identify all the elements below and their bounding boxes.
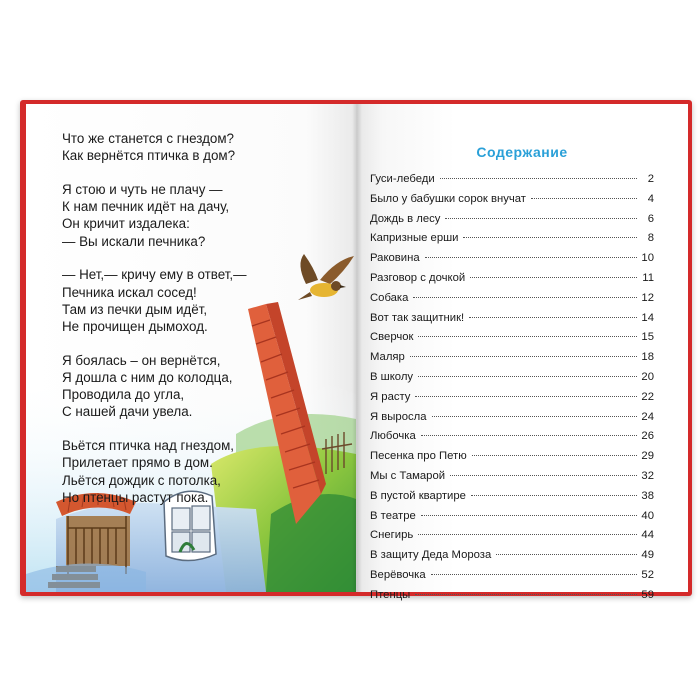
left-page xyxy=(26,104,356,592)
toc-item[interactable] xyxy=(370,229,654,249)
toc-item-label: Собака xyxy=(370,291,409,304)
toc-item-label: Раковина xyxy=(370,252,420,265)
stanza xyxy=(62,352,302,421)
toc-leader-dots xyxy=(463,237,637,238)
toc-item[interactable] xyxy=(370,507,654,527)
poem-line: Вьётся птичка над гнездом, xyxy=(62,438,235,454)
toc-item-label: Птенцы xyxy=(370,588,411,601)
stanza xyxy=(62,181,302,250)
poem-line: Как вернётся птичка в дом? xyxy=(62,148,236,164)
toc-item[interactable] xyxy=(370,487,654,507)
toc-leader-dots xyxy=(471,495,637,496)
poem-line: Я дошла с ним до колодца, xyxy=(62,370,233,386)
toc-item[interactable] xyxy=(370,546,654,566)
toc-item[interactable] xyxy=(370,427,654,447)
toc-leader-dots xyxy=(410,356,637,357)
toc-item-label: Разговор с дочкой xyxy=(370,271,466,284)
toc-item-label: Гуси-лебеди xyxy=(370,173,435,185)
toc-item-label: Мы с Тамарой xyxy=(370,469,446,482)
poem-line: Я стою и чуть не плачу — xyxy=(62,182,223,197)
poem-line: Не прочищен дымоход. xyxy=(62,319,208,335)
toc-item[interactable] xyxy=(370,249,654,269)
toc-item-page: 22 xyxy=(641,390,654,403)
toc-item-label: Было у бабушки сорок внучат xyxy=(370,192,526,205)
toc-item[interactable] xyxy=(370,447,654,467)
poem-line: С нашей дачи увела. xyxy=(62,404,193,420)
book-gutter xyxy=(352,104,362,592)
toc-leader-dots xyxy=(432,416,637,417)
toc-item[interactable] xyxy=(370,408,654,428)
toc-item-label: В защиту Деда Мороза xyxy=(370,549,492,562)
toc-item-page: 29 xyxy=(641,450,654,463)
poem-line: — Нет,— кричу ему в ответ,— xyxy=(62,267,247,283)
toc-leader-dots xyxy=(415,594,637,595)
poem-line: Он кричит издалека: xyxy=(62,216,190,232)
toc-item-label: Верёвочка xyxy=(370,568,426,581)
table-of-contents xyxy=(370,170,654,606)
toc-item-label: Песенка про Петю xyxy=(370,450,467,463)
toc-leader-dots xyxy=(421,515,637,516)
toc-item-label: Снегирь xyxy=(370,529,414,542)
toc-item-label: В пустой квартире xyxy=(370,489,466,502)
toc-item-page: 8 xyxy=(647,232,654,245)
toc-leader-dots xyxy=(425,257,637,258)
toc-leader-dots xyxy=(418,336,637,337)
toc-item[interactable] xyxy=(370,467,654,487)
toc-leader-dots xyxy=(415,396,637,397)
toc-item-page: 4 xyxy=(647,192,654,205)
toc-leader-dots xyxy=(418,376,637,377)
toc-leader-dots xyxy=(496,554,637,555)
poem-line: Я боялась – он вернётся, xyxy=(62,352,221,368)
toc-leader-dots xyxy=(450,475,637,476)
toc-item-page: 2 xyxy=(647,173,654,185)
toc-leader-dots xyxy=(440,178,637,179)
bird-icon xyxy=(298,254,354,300)
toc-leader-dots xyxy=(445,218,637,219)
poem-line: Печника искал сосед! xyxy=(62,284,197,300)
toc-item[interactable] xyxy=(370,586,654,606)
poem-line: — Вы искали печника? xyxy=(62,233,206,249)
toc-leader-dots xyxy=(531,198,637,199)
toc-item-page: 11 xyxy=(642,271,654,284)
toc-item-label: Дождь в лесу xyxy=(370,212,441,225)
toc-item-page: 52 xyxy=(641,568,654,581)
toc-item-label: В школу xyxy=(370,370,414,383)
poem-line: Льётся дождик с потолка, xyxy=(62,472,221,488)
toc-item-page: 12 xyxy=(641,291,654,304)
toc-item-page: 59 xyxy=(641,588,654,601)
stanza xyxy=(62,266,302,335)
poem-line: Там из печки дым идёт, xyxy=(62,301,208,317)
toc-item-label: В театре xyxy=(370,509,416,522)
stanza xyxy=(62,437,302,506)
toc-item-label: Маляр xyxy=(370,351,405,364)
toc-leader-dots xyxy=(413,297,637,298)
toc-item-label: Вот так защитник! xyxy=(370,311,465,324)
toc-item[interactable] xyxy=(370,348,654,368)
toc-item-page: 40 xyxy=(641,509,654,522)
toc-leader-dots xyxy=(470,277,637,278)
toc-item-label: Я расту xyxy=(370,390,411,403)
toc-item-label: Любочка xyxy=(370,430,416,443)
toc-item-page: 15 xyxy=(641,331,654,344)
toc-item[interactable] xyxy=(370,289,654,309)
toc-item-page: 44 xyxy=(641,529,654,542)
toc-item[interactable] xyxy=(370,328,654,348)
toc-item-page: 18 xyxy=(641,351,654,364)
poem-line: Что же станется с гнездом? xyxy=(62,131,234,146)
toc-title: Содержание xyxy=(476,144,568,160)
poem-line: Прилетает прямо в дом. xyxy=(62,455,213,471)
toc-item[interactable] xyxy=(370,190,654,210)
toc-item[interactable] xyxy=(370,368,654,388)
toc-item-label: Капризные ерши xyxy=(370,232,459,245)
open-book xyxy=(26,104,688,601)
toc-item-page: 6 xyxy=(647,212,654,225)
poem-line: Проводила до угла, xyxy=(62,387,185,403)
toc-item-page: 14 xyxy=(641,311,654,324)
toc-item[interactable] xyxy=(370,566,654,586)
poem-line: Но птенцы растут пока. xyxy=(62,489,209,505)
toc-item-label: Сверчок xyxy=(370,331,414,344)
toc-leader-dots xyxy=(469,317,637,318)
toc-item[interactable] xyxy=(370,269,654,289)
toc-item[interactable] xyxy=(370,170,654,190)
toc-leader-dots xyxy=(418,534,637,535)
toc-leader-dots xyxy=(431,574,637,575)
toc-item-label: Я выросла xyxy=(370,410,427,423)
toc-item-page: 49 xyxy=(641,549,654,562)
toc-item-page: 26 xyxy=(641,430,654,443)
stanza xyxy=(62,130,302,164)
poem xyxy=(62,130,302,523)
toc-item-page: 38 xyxy=(641,489,654,502)
right-page xyxy=(356,104,688,601)
toc-item[interactable] xyxy=(370,388,654,408)
toc-item-page: 24 xyxy=(641,410,654,423)
toc-leader-dots xyxy=(472,455,637,456)
toc-item-page: 32 xyxy=(641,469,654,482)
toc-leader-dots xyxy=(421,435,637,436)
toc-item[interactable] xyxy=(370,526,654,546)
toc-item-page: 10 xyxy=(641,252,654,265)
toc-item-page: 20 xyxy=(641,370,654,383)
toc-item[interactable] xyxy=(370,210,654,230)
toc-item[interactable] xyxy=(370,309,654,329)
poem-line: К нам печник идёт на дачу, xyxy=(62,199,230,215)
